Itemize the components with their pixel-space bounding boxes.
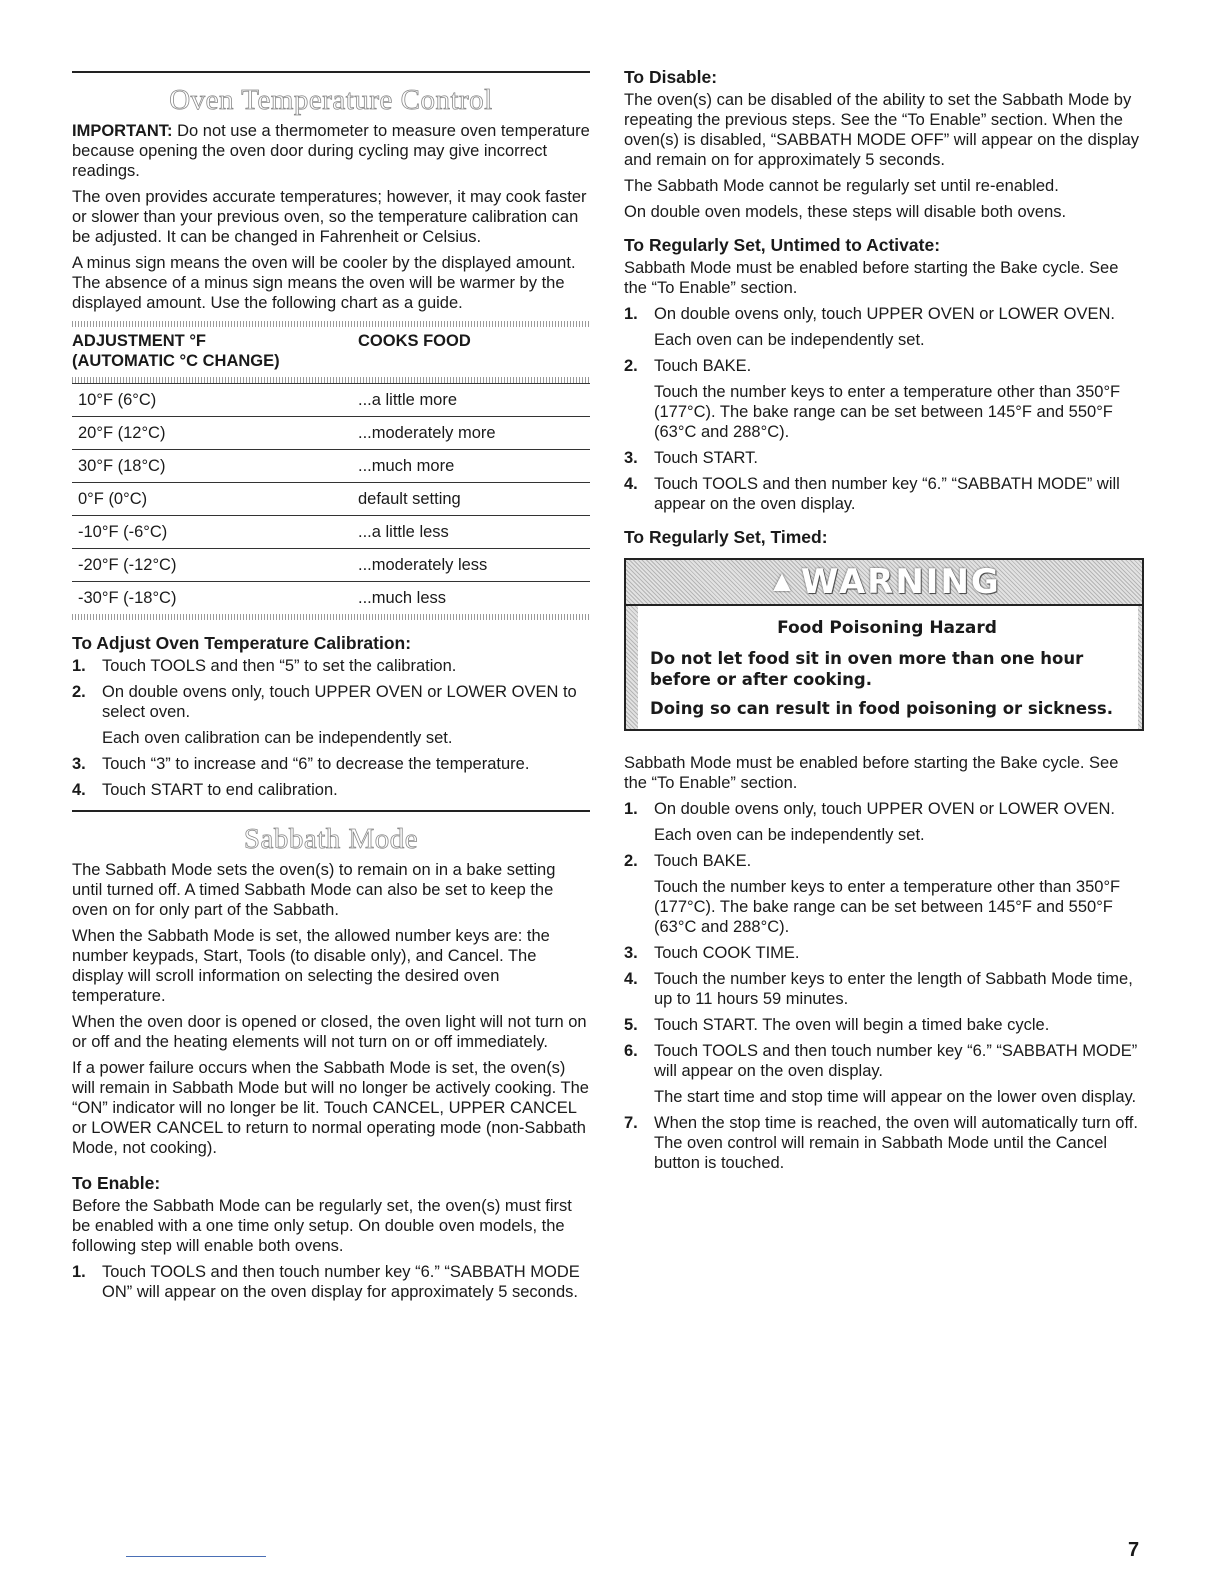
timed-steps bbox=[624, 799, 1144, 1173]
step-text: Touch BAKE. bbox=[654, 852, 752, 870]
table-cell-adjustment: -20°F (-12°C) bbox=[78, 556, 177, 574]
list-item bbox=[624, 1015, 1144, 1035]
warning-side-pattern bbox=[626, 606, 638, 729]
warning-hazard-name: Food Poisoning Hazard bbox=[777, 618, 997, 638]
list-item bbox=[624, 969, 1144, 1009]
important-text: Do not use a thermometer to measure oven temperature because opening the oven door during cycling may give incorrect readings. bbox=[72, 122, 590, 180]
warning-side-pattern bbox=[1138, 606, 1142, 729]
step-text: When the stop time is reached, the oven will automatically turn off. The oven control will remain in Sabbath Mode until the Cancel button is touched. bbox=[654, 1114, 1138, 1172]
to-disable-heading: To Disable: bbox=[624, 67, 718, 87]
step-text: On double ovens only, touch UPPER OVEN or LOWER OVEN. bbox=[654, 305, 1115, 323]
step-number: 3. bbox=[624, 449, 638, 467]
adjustment-table bbox=[72, 321, 590, 620]
sabbath-paragraph-2: When the Sabbath Mode is set, the allowed number keys are: the number keypads, Start, Tools (to disable only), and Cancel. The display will scroll information on selecting the desired oven temperature. bbox=[72, 927, 550, 1005]
step-text: Touch “3” to increase and “6” to decrease the temperature. bbox=[102, 755, 530, 773]
step-note: The start time and stop time will appear on the lower oven display. bbox=[654, 1088, 1137, 1106]
table-cell-adjustment: 0°F (0°C) bbox=[78, 490, 148, 508]
sabbath-paragraph-4: If a power failure occurs when the Sabbath Mode is set, the oven(s) will remain in Sabbath Mode but will no longer be actively cooking. The “ON” indicator will no longer be lit. Touch CANCEL, UPPER CANCEL or LOWER CANCEL to return to normal operating mode (non-Sabbath Mode, not cooking). bbox=[72, 1059, 589, 1157]
warning-title: WARNING bbox=[800, 562, 1001, 602]
list-item bbox=[624, 448, 1144, 468]
step-text: Touch the number keys to enter the length of Sabbath Mode time, up to 11 hours 59 minutes. bbox=[654, 970, 1133, 1008]
step-number: 2. bbox=[624, 357, 638, 375]
step-number: 3. bbox=[72, 755, 86, 773]
list-item bbox=[624, 1041, 1144, 1081]
disable-paragraph-2: The Sabbath Mode cannot be regularly set until re-enabled. bbox=[624, 177, 1059, 195]
untimed-steps bbox=[624, 304, 1144, 514]
timed-paragraph: Sabbath Mode must be enabled before starting the Bake cycle. See the “To Enable” section. bbox=[624, 754, 1119, 792]
important-label: IMPORTANT: bbox=[72, 122, 173, 140]
step-text: Touch START. The oven will begin a timed bake cycle. bbox=[654, 1016, 1050, 1034]
step-text: On double ovens only, touch UPPER OVEN or LOWER OVEN. bbox=[654, 800, 1115, 818]
table-header-cooks-food: COOKS FOOD bbox=[358, 332, 471, 350]
table-row bbox=[72, 450, 590, 483]
right-column bbox=[624, 66, 1144, 1179]
step-number: 1. bbox=[624, 305, 638, 323]
oven-temperature-control-title: Oven Temperature Control bbox=[169, 84, 493, 116]
table-header-adjustment: ADJUSTMENT °F (AUTOMATIC °C CHANGE) bbox=[72, 332, 280, 370]
table-cell-cooks-food: ...a little less bbox=[358, 523, 449, 541]
footer-line bbox=[126, 1556, 266, 1557]
table-cell-adjustment: 20°F (12°C) bbox=[78, 424, 166, 442]
step-number: 1. bbox=[72, 1263, 86, 1281]
page-number: 7 bbox=[1128, 1539, 1140, 1561]
table-row bbox=[72, 383, 590, 417]
table-cell-cooks-food: ...moderately more bbox=[358, 424, 496, 442]
step-text: Touch BAKE. bbox=[654, 357, 752, 375]
step-text: Touch TOOLS and then touch number key “6.” “SABBATH MODE ON” will appear on the oven display for approximately 5 seconds. bbox=[102, 1263, 580, 1301]
list-item bbox=[72, 780, 590, 800]
table-cell-cooks-food: default setting bbox=[358, 490, 461, 508]
warning-body bbox=[626, 606, 1142, 729]
warning-consequence: Doing so can result in food poisoning or sickness. bbox=[650, 699, 1113, 718]
disable-paragraph-1: The oven(s) can be disabled of the ability to set the Sabbath Mode by repeating the previous steps. See the “To Enable” section. When the oven(s) is disabled, “SABBATH MODE OFF” will appear on the display and remain on for approximately 5 seconds. bbox=[624, 91, 1140, 169]
adjust-calibration-steps bbox=[72, 656, 590, 800]
list-item bbox=[624, 1113, 1144, 1173]
table-cell-cooks-food: ...a little more bbox=[358, 391, 458, 409]
step-note: Each oven can be independently set. bbox=[654, 826, 925, 844]
section-divider bbox=[72, 810, 590, 812]
list-item bbox=[72, 656, 590, 676]
list-item bbox=[624, 943, 1144, 963]
step-number: 3. bbox=[624, 944, 638, 962]
sabbath-paragraph-3: When the oven door is opened or closed, the oven light will not turn on or off and the heating elements will not turn on or off immediately. bbox=[72, 1013, 587, 1051]
step-text: On double ovens only, touch UPPER OVEN or LOWER OVEN to select oven. bbox=[102, 683, 577, 721]
table-cell-cooks-food: ...much more bbox=[358, 457, 455, 475]
step-number: 1. bbox=[624, 800, 638, 818]
untimed-paragraph: Sabbath Mode must be enabled before starting the Bake cycle. See the “To Enable” section. bbox=[624, 259, 1119, 297]
table-row bbox=[72, 483, 590, 516]
timed-heading: To Regularly Set, Timed: bbox=[624, 527, 828, 547]
list-item bbox=[624, 799, 1144, 819]
step-note: Touch the number keys to enter a temperature other than 350°F (177°C). The bake range can be set between 145°F and 550°F (63°C and 288°C). bbox=[654, 878, 1121, 936]
list-item bbox=[624, 356, 1144, 376]
sabbath-mode-title: Sabbath Mode bbox=[243, 823, 419, 855]
table-row bbox=[72, 516, 590, 549]
warning-box bbox=[624, 558, 1144, 731]
minus-sign-paragraph: A minus sign means the oven will be cooler by the displayed amount. The absence of a minus sign means the oven will be warmer by the displayed amount. Use the following chart as a guide. bbox=[72, 254, 576, 312]
table-cell-adjustment: 10°F (6°C) bbox=[78, 391, 157, 409]
step-number: 5. bbox=[624, 1016, 638, 1034]
section-divider bbox=[72, 71, 590, 73]
step-note: Each oven can be independently set. bbox=[654, 331, 925, 349]
warning-content bbox=[638, 606, 1138, 729]
step-number: 7. bbox=[624, 1114, 638, 1132]
table-cell-adjustment: -30°F (-18°C) bbox=[78, 589, 177, 607]
step-number: 2. bbox=[72, 683, 86, 701]
sabbath-paragraph-1: The Sabbath Mode sets the oven(s) to remain on in a bake setting until turned off. A timed Sabbath Mode can also be set to keep the oven on for only part of the Sabbath. bbox=[72, 861, 556, 919]
list-item bbox=[624, 304, 1144, 324]
list-item bbox=[72, 1262, 590, 1302]
step-note: Each oven calibration can be independently set. bbox=[102, 729, 453, 747]
table-cell-adjustment: 30°F (18°C) bbox=[78, 457, 166, 475]
list-item bbox=[72, 682, 590, 722]
step-text: Touch TOOLS and then number key “6.” “SABBATH MODE” will appear on the oven display. bbox=[654, 475, 1120, 513]
table-header bbox=[72, 327, 590, 377]
warning-triangle-icon: ▲ bbox=[767, 565, 797, 598]
list-item bbox=[72, 754, 590, 774]
step-text: Touch TOOLS and then touch number key “6.” “SABBATH MODE” will appear on the oven display. bbox=[654, 1042, 1138, 1080]
enable-steps bbox=[72, 1262, 590, 1302]
list-item bbox=[624, 851, 1144, 871]
table-body bbox=[72, 383, 590, 614]
step-number: 4. bbox=[72, 781, 86, 799]
table-cell-cooks-food: ...much less bbox=[358, 589, 447, 607]
step-text: Touch COOK TIME. bbox=[654, 944, 800, 962]
important-paragraph bbox=[72, 121, 590, 181]
left-column bbox=[72, 71, 590, 1308]
table-cell-adjustment: -10°F (-6°C) bbox=[78, 523, 168, 541]
table-row bbox=[72, 582, 590, 614]
step-text: Touch START. bbox=[654, 449, 758, 467]
disable-paragraph-3: On double oven models, these steps will disable both ovens. bbox=[624, 203, 1067, 221]
table-row bbox=[72, 549, 590, 582]
to-enable-heading: To Enable: bbox=[72, 1173, 161, 1193]
warning-instruction: Do not let food sit in oven more than one hour before or after cooking. bbox=[650, 649, 1084, 689]
to-enable-paragraph: Before the Sabbath Mode can be regularly set, the oven(s) must first be enabled with a one time only setup. On double oven models, the following step will enable both ovens. bbox=[72, 1197, 572, 1255]
calibration-intro-paragraph: The oven provides accurate temperatures; however, it may cook faster or slower than your previous oven, so the temperature calibration can be adjusted. It can be changed in Fahrenheit or Celsius. bbox=[72, 188, 587, 246]
untimed-heading: To Regularly Set, Untimed to Activate: bbox=[624, 235, 941, 255]
step-number: 4. bbox=[624, 970, 638, 988]
step-number: 6. bbox=[624, 1042, 638, 1060]
table-cell-cooks-food: ...moderately less bbox=[358, 556, 488, 574]
list-item bbox=[624, 474, 1144, 514]
step-text: Touch TOOLS and then “5” to set the calibration. bbox=[102, 657, 457, 675]
step-note: Touch the number keys to enter a temperature other than 350°F (177°C). The bake range can be set between 145°F and 550°F (63°C and 288°C). bbox=[654, 383, 1121, 441]
table-bottom-border bbox=[72, 614, 590, 620]
step-number: 1. bbox=[72, 657, 86, 675]
step-number: 4. bbox=[624, 475, 638, 493]
adjust-calibration-heading: To Adjust Oven Temperature Calibration: bbox=[72, 633, 412, 653]
warning-header bbox=[626, 560, 1142, 606]
table-row bbox=[72, 417, 590, 450]
step-number: 2. bbox=[624, 852, 638, 870]
step-text: Touch START to end calibration. bbox=[102, 781, 338, 799]
